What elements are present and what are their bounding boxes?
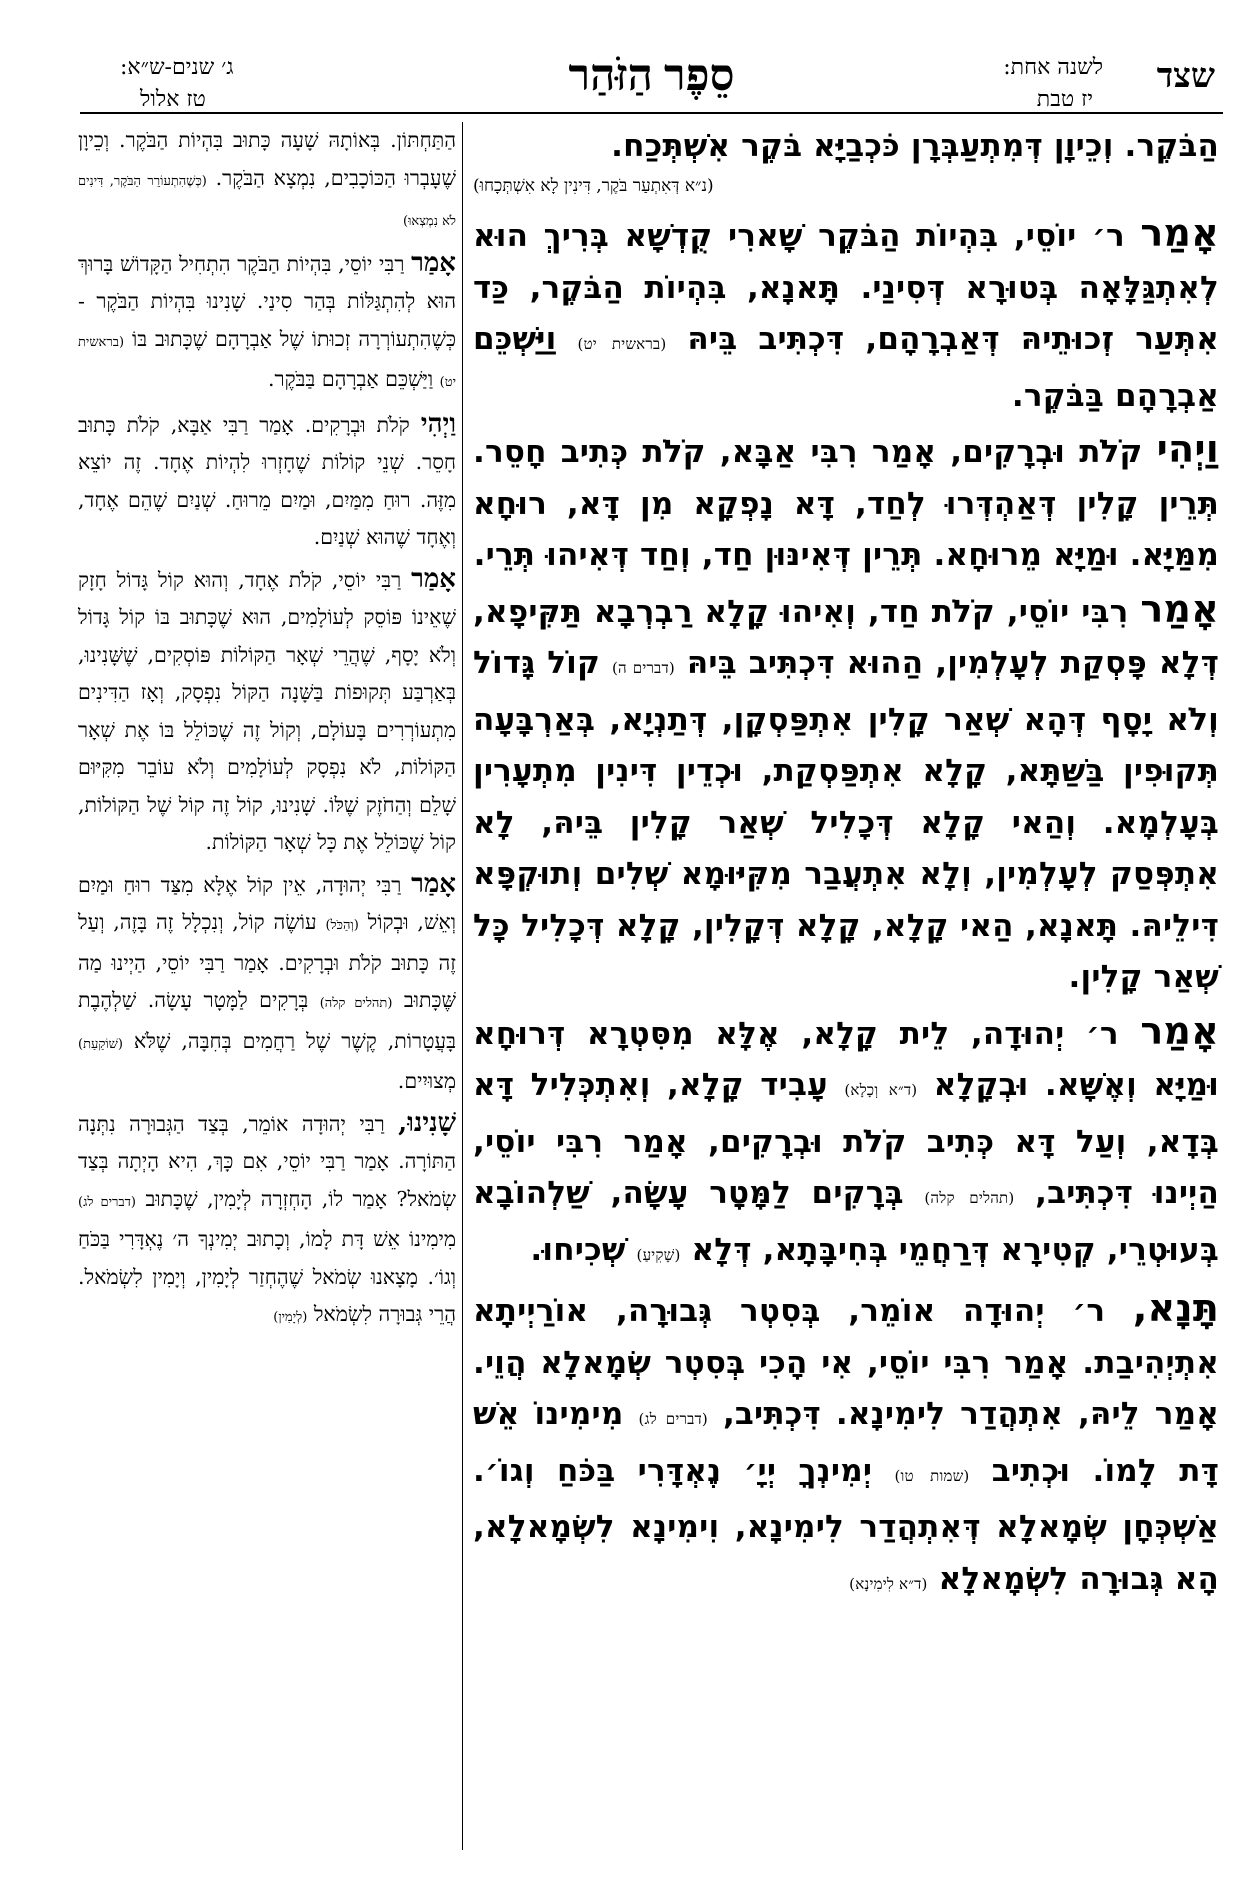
- side-paragraph-4: אָמַר רַבִּי יוֹסֵי, קֹלֹת אֶחָד, וְהוּא קוֹל גָּדוֹל חָזָק שֶׁאֵינוֹ פּוֹסֵק לְעוֹלָמִים, הוּא שֶׁכָּתוּב בּוֹ קוֹל גָּדוֹל וְלֹא יָסָף, שֶׁהֲרֵי שְׁאָר הַקּוֹלוֹת פּוֹסְקִים, שֶׁשָּׁנִינוּ, בְּאַרְבַּע תְּקוּפוֹת בַּשָּׁנָה הַקּוֹל נִפְסָק, וְאָז הַדִּינִים מִתְעוֹרְרִים בָּעוֹלָם, וְקוֹל זֶה שֶׁכּוֹלֵל בּוֹ אֶת שְׁאָר הַקּוֹלוֹת, לֹא נִפְסָק לְעוֹלָמִים וְלֹא עוֹבֵר מִקִּיּוּם שָׁלֵם וְהַחֹזֶק שֶׁלּוֹ. שָׁנִינוּ, קוֹל זֶה קוֹל שֶׁל הַקּוֹלוֹת, קוֹל שֶׁכּוֹלֵל אֶת כָּל שְׁאָר הַקּוֹלוֹת.: [78, 563, 456, 854]
- verse-reference: (דברים לג): [638, 1410, 708, 1428]
- side-paragraph-5: אָמַר רַבִּי יְהוּדָה, אֵין קוֹל אֶלָּא מִצַּד רוּחַ וּמַיִם וְאֵשׁ, וּבְקוֹל (וְהַכֹּל) עוֹשֶׂה קוֹל, וְנִכְלָל זֶה בָּזֶה, וְעַל זֶה כָּתוּב קֹלֹת וּבְרָקִים. אָמַר רַבִּי יוֹסֵי, הַיְינוּ מַה שֶּׁכָּתוּב (תהלים קלה) בְּרָקִים לַמָּטָר עָשָׂה. שַׁלְהֶבֶת בָּעֲטָרוֹת, קֶשֶׁר שֶׁל רַחֲמִים בְּחִבָּה, שֶׁלֹּא (שׁוֹקַעַת) מְצוּיִים.: [78, 868, 457, 1093]
- schedule-label: לשנה אחת:: [1003, 55, 1103, 80]
- variant-note: (שָׁקִיעַ): [636, 1245, 681, 1264]
- main-paragraph-2: אָמַר ר׳ יוֹסֵי, בִּהְיוֹת הַבֹּקֶר שָׁארִי קֻדְשָׁא בְּרִיךְ הוּא לְאִתְגַּלָּאָה בְּטוּרָא דְּסִינַי. תָּאנָא, בִּהְיוֹת הַבֹּקֶר, כַּד אִתְּעַר זְכוּתֵיהּ דְּאַבְרָהָם, דִּכְתִּיב בֵּיהּ (בראשית יט) וַיַּשְׁכֵּם אַבְרָהָם בַּבֹּקֶר.: [473, 211, 1220, 414]
- column-divider: [462, 122, 463, 1850]
- verse-reference: (תהלים קלה): [924, 1189, 1015, 1207]
- hebrew-translation-column: [78, 122, 456, 1850]
- verse-reference: (תהלים קלה): [319, 996, 393, 1011]
- side-paragraph-1: הַתַּחְתּוֹן. בְּאוֹתָהּ שָׁעָה כָּתוּב בִּהְיוֹת הַבֹּקֶר. וְכֵיוָן שֶׁעָבְרוּ הַכּוֹכָבִים, נִמְצָא הַבֹּקֶר. (כְּשֶׁהִתְעוֹרֵר הַבֹּקֶר, דִּינִים לֹא נִמְצְאוּ): [78, 128, 456, 229]
- variant-note: (ד״א וְכָלָא): [844, 1081, 918, 1099]
- verse-reference: (בראשית יט): [78, 334, 456, 390]
- side-paragraph-6: שָׁנִינוּ, רַבִּי יְהוּדָה אוֹמֵר, בְּצַד הַגְּבוּרָה נִתְּנָה הַתּוֹרָה. אָמַר רַבִּי יוֹסֵי, אִם כָּךְ, הִיא הָיְתָה בְּצַד שְׂמֹאל? אָמַר לוֹ, הָחְזְרָה לְיָמִין, שֶׁכָּתוּב (דברים לג) מִימִינוֹ אֵשׁ דָּת לָמוֹ, וְכָתוּב יְמִינְךָ ה׳ נֶאְדָּרִי בַּכֹּחַ וְגוֹ׳. מָצָאנוּ שְׂמֹאל שֶׁהֶחְזַר לְיָמִין, וְיָמִין לִשְׂמֹאל. הֲרֵי גְּבוּרָה לִשְׂמֹאל (לְיָמִין): [78, 1107, 457, 1326]
- alt-schedule-date: טז אלול: [140, 87, 206, 112]
- side-paragraph-2: אָמַר רַבִּי יוֹסֵי, בִּהְיוֹת הַבֹּקֶר הִתְחִיל הַקָּדוֹשׁ בָּרוּךְ הוּא לְהִתְגַּלּוֹת בְּהַר סִינַי. שָׁנִינוּ בִּהְיוֹת הַבֹּקֶר - כְּשֶׁהִתְעוֹרְרָה זְכוּתוֹ שֶׁל אַבְרָהָם שֶׁכָּתוּב בּוֹ (בראשית יט) וַיַּשְׁכֵּם אַבְרָהָם בַּבֹּקֶר.: [78, 247, 456, 391]
- variant-note: (לְיָמִין): [273, 1310, 308, 1325]
- verse-reference: (בראשית יט): [577, 335, 667, 353]
- verse-reference: (שמות טו): [894, 1466, 970, 1485]
- aramaic-column: [473, 122, 1219, 1850]
- page-header: [80, 48, 1223, 112]
- verse-reference: (דברים ה): [611, 659, 675, 677]
- book-title: סֵפֶר הַזֹּהַר: [568, 51, 735, 100]
- main-paragraph-6: תָּנָא, ר׳ יְהוּדָה אוֹמֵר, בְּסִטְר גְּבוּרָה, אוֹרַיְיתָא אִתְיְהִיבַת. אָמַר רִבִּי יוֹסֵי, אִי הָכִי בְּסִטְר שְׂמָאלָא הֲוֵי. אָמַר לֵיהּ, אִתְהֲדַר לִימִינָא. דִּכְתִּיב, (דברים לג) מִימִינוֹ אֵשׁ דָּת לָמוֹ. וּכְתִיב (שמות טו) יְמִינְךָ יְיָ׳ נֶאְדָּרִי בַּכֹּחַ וְגוֹ׳. אַשְׁכְּחָן שְׂמָאלָא דְּאִתְהֲדַר לִימִינָא, וִימִינָא לִשְׂמָאלָא, הָא גְּבוּרָה לִשְׂמָאלָא (ד״א לִימִינָא): [473, 1286, 1219, 1597]
- side-paragraph-3: וַיְהִי קֹלֹת וּבְרָקִים. אָמַר רַבִּי אַבָּא, קֹלֹת כָּתוּב חָסֵר. שְׁנֵי קוֹלוֹת שֶׁחָזְרוּ לִהְיוֹת אֶחָד. זֶה יוֹצֵא מִזֶּה. רוּחַ מִמַּיִם, וּמַיִם מֵרוּחַ. שְׁנַיִם שֶׁהֵם אֶחָד, וְאֶחָד שֶׁהוּא שְׁנַיִם.: [78, 408, 456, 549]
- variant-note: (וְהַכֹּל): [325, 918, 359, 933]
- variant-note: (שׁוֹקַעַת): [78, 1036, 123, 1052]
- main-paragraph-1: הַבֹּקֶר. וְכֵיוָן דְּמִתְעַבְּרָן כֹּכְבַיָּא בֹּקֶר אִשְׁתְּכַח.: [611, 128, 1219, 164]
- variant-note: (כְּשֶׁהִתְעוֹרֵר הַבֹּקֶר, דִּינִים לֹא נִמְצְאוּ): [78, 173, 456, 229]
- variant-note: (ד״א לִימִינָא): [849, 1574, 928, 1593]
- schedule-date: יז טבת: [1036, 87, 1093, 112]
- verse-reference: (דברים לג): [78, 1194, 137, 1210]
- main-variant-note-1: (נ״א דְּאִתְעַר בֹּקֶר, דִּינִין לָא אִשְׁתְּכָחוּ): [473, 176, 714, 196]
- alt-schedule-label: ג׳ שנים-ש״א:: [120, 55, 234, 80]
- main-paragraph-4: אָמַר רִבִּי יוֹסֵי, קֹלֹת חַד, וְאִיהוּ קָלָא רַבְרְבָא תַּקִּיפָא, דְּלָא פָּסְקַת לְעָלְמִין, הַהוּא דִּכְתִּיב בֵּיהּ (דברים ה) קוֹל גָּדוֹל וְלֹא יָסָף דְּהָא שְׁאַר קָלִין אִתְפַּסְקָן, דְּתַנְיָא, בְּאַרְבָּעָה תְּקוּפִין בַּשַּׁתָּא, קָלָא אִתְפַּסְקַת, וּכְדֵין דִּינִין מִתְעָרִין בְּעָלְמָא. וְהַאי קָלָא דְּכָלִיל שְׁאַר קָלִין בֵּיהּ, לָא אִתְפְּסַק לְעָלְמִין, וְלָא אִתְעֲבַר מִקִּיּוּמָא שְׁלִים וְתוּקְפָּא דִּילֵיהּ. תָּאנָא, הַאי קָלָא, קָלָא דְּקָלִין, קָלָא דְּכָלִיל כָּל שְׁאַר קָלִין.: [473, 586, 1219, 995]
- header-rule: [80, 112, 1223, 114]
- main-paragraph-5: אָמַר ר׳ יְהוּדָה, לֵית קָלָא, אֶלָּא מִסִּטְרָא דְּרוּחָא וּמַיָּא וְאֶשָּׁא. וּבְקָלָא (ד״א וְכָלָא) עָבִיד קָלָא, וְאִתְכְּלִיל דָּא בְּדָא, וְעַל דָּא כְּתִיב קֹלֹת וּבְרָקִים, אָמַר רִבִּי יוֹסֵי, הַיְינוּ דִּכְתִּיב, (תהלים קלה) בְּרָקִים לַמָּטָר עָשָׂה, שַׁלְהוֹבָא בְּעוּטְרֵי, קְטִירָא דְּרַחֲמֵי בְּחִיבָּתָא, דְּלָא (שָׁקִיעַ) שְׁכִיחוּ.: [473, 1008, 1220, 1268]
- page-number: שצד: [1156, 56, 1215, 96]
- main-paragraph-3: וַיְהִי קֹלֹת וּבְרָקִים, אָמַר רִבִּי אַבָּא, קֹלֹת כְּתִיב חָסֵר. תְּרֵין קָלִין דְּאַהְדְּרוּ לְחַד, דָּא נָפְקָא מִן דָּא, רוּחָא מִמַּיָּא. וּמַיָּא מֵרוּחָא. תְּרֵין דְּאִינּוּן חַד, וְחַד דְּאִיהוּ תְּרֵי.: [473, 427, 1219, 573]
